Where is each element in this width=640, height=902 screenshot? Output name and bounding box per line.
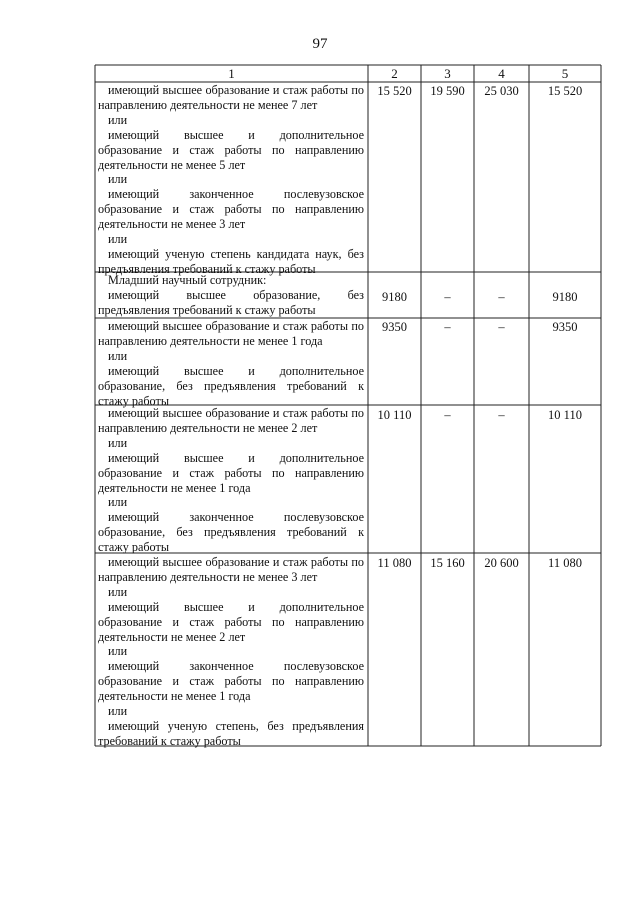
- or-separator: или: [108, 112, 128, 127]
- or-separator: или: [108, 495, 128, 510]
- table-row-description: [98, 319, 364, 408]
- requirement-text: имеющий высшее образование и стаж работы по направлению деятельности не менее 7 лет: [98, 83, 364, 112]
- requirement-text: имеющий высшее и дополнительное образование, без предъявления требований к стажу работы: [98, 363, 364, 408]
- or-separator: или: [108, 172, 128, 187]
- salary-cell-col3: 15 160: [430, 556, 465, 570]
- salary-cell-col4: –: [498, 408, 505, 422]
- salary-cell-col5: 11 080: [548, 556, 582, 570]
- salary-cell-col5: 9180: [552, 290, 578, 304]
- salary-cell-col5: 9350: [552, 320, 578, 334]
- table-row-description: [98, 555, 364, 749]
- salary-cell-col4: 25 030: [484, 84, 519, 98]
- requirement-text: имеющий высшее образование, без предъявления требований к стажу работы: [98, 287, 364, 317]
- requirement-text: имеющий высшее и дополнительное образование и стаж работы по направлению деятельности не менее 1 года: [98, 450, 364, 495]
- salary-cell-col5: 15 520: [547, 84, 583, 98]
- salary-cell-col2: 9180: [382, 290, 407, 304]
- salary-cell-col2: 15 520: [377, 84, 412, 98]
- requirement-text: имеющий ученую степень кандидата наук, без предъявления требований к стажу работы: [98, 246, 364, 276]
- column-header-3: 3: [444, 66, 451, 81]
- or-separator: или: [108, 584, 128, 599]
- or-separator: или: [108, 348, 128, 363]
- column-header-4: 4: [498, 66, 505, 81]
- table-row-description: [98, 273, 364, 318]
- requirement-text: имеющий законченное послевузовское образование и стаж работы по направлению деятельности не менее 1 года: [98, 659, 364, 704]
- salary-cell-col3: –: [444, 320, 451, 334]
- requirement-text: имеющий высшее образование и стаж работы по направлению деятельности не менее 3 лет: [98, 555, 364, 584]
- position-title: Младший научный сотрудник:: [108, 273, 267, 287]
- salary-cell-col2: 11 080: [377, 556, 412, 570]
- requirement-text: имеющий высшее образование и стаж работы по направлению деятельности не менее 2 лет: [98, 406, 364, 435]
- column-header-1: 1: [228, 66, 235, 81]
- requirement-text: имеющий законченное послевузовское образование и стаж работы по направлению деятельности не менее 3 лет: [98, 187, 364, 232]
- requirement-text: имеющий высшее образование и стаж работы по направлению деятельности не менее 1 года: [98, 319, 364, 348]
- requirement-text: имеющий законченное послевузовское образование, без предъявления требований к стажу работы: [98, 510, 364, 555]
- salary-cell-col4: –: [498, 320, 505, 334]
- salary-cell-col2: 10 110: [377, 408, 412, 422]
- salary-cell-col3: –: [444, 290, 451, 304]
- column-header-5: 5: [561, 66, 569, 81]
- or-separator: или: [108, 644, 128, 659]
- salary-cell-col4: 20 600: [484, 556, 519, 570]
- salary-cell-col2: 9350: [382, 320, 407, 334]
- column-header-2: 2: [391, 66, 398, 81]
- table-row-description: [98, 406, 364, 555]
- requirement-text: имеющий высшее и дополнительное образование и стаж работы по направлению деятельности не менее 5 лет: [98, 127, 364, 172]
- or-separator: или: [108, 704, 128, 719]
- page-number: 97: [312, 36, 328, 52]
- requirement-text: имеющий ученую степень, без предъявления требований к стажу работы: [98, 718, 364, 748]
- or-separator: или: [108, 232, 128, 247]
- table-row-description: [98, 83, 364, 277]
- requirement-text: имеющий высшее и дополнительное образование и стаж работы по направлению деятельности не менее 2 лет: [98, 599, 364, 644]
- salary-cell-col3: 19 590: [430, 84, 465, 98]
- salary-cell-col3: –: [444, 408, 451, 422]
- salary-cell-col4: –: [498, 290, 505, 304]
- salary-cell-col5: 10 110: [548, 408, 582, 422]
- or-separator: или: [108, 435, 128, 450]
